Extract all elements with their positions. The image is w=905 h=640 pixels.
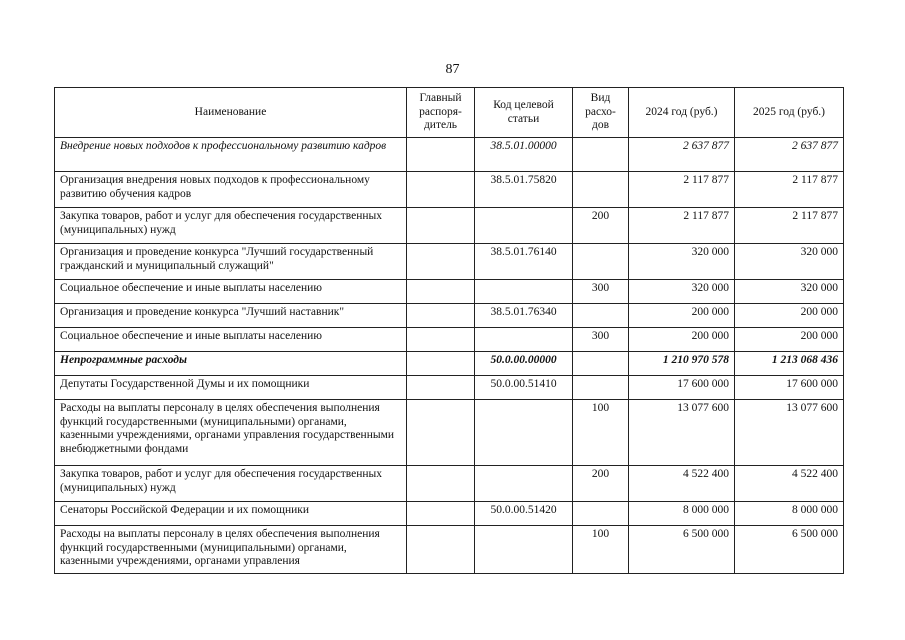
row-code: 38.5.01.76340 <box>475 304 573 328</box>
row-amount-2024: 2 117 877 <box>629 172 735 208</box>
row-name: Организация и проведение конкурса "Лучший наставник" <box>55 304 407 328</box>
row-amount-2025: 6 500 000 <box>735 526 844 574</box>
row-type: 100 <box>573 526 629 574</box>
row-code <box>475 400 573 466</box>
header-type: Вид расхо-дов <box>573 88 629 138</box>
row-amount-2024: 200 000 <box>629 304 735 328</box>
row-code: 50.0.00.51410 <box>475 376 573 400</box>
row-amount-2025: 13 077 600 <box>735 400 844 466</box>
table-row <box>55 172 844 208</box>
row-admin <box>407 304 475 328</box>
table-row <box>55 526 844 574</box>
row-type: 300 <box>573 328 629 352</box>
header-name: Наименование <box>55 88 407 138</box>
header-admin: Главный распоря-дитель <box>407 88 475 138</box>
row-amount-2024: 13 077 600 <box>629 400 735 466</box>
header-2025: 2025 год (руб.) <box>735 88 844 138</box>
row-type <box>573 304 629 328</box>
row-amount-2025: 200 000 <box>735 304 844 328</box>
table-row <box>55 208 844 244</box>
row-admin <box>407 208 475 244</box>
row-admin <box>407 352 475 376</box>
row-name: Сенаторы Российской Федерации и их помощники <box>55 502 407 526</box>
table-row <box>55 352 844 376</box>
row-admin <box>407 138 475 172</box>
row-code: 50.0.00.51420 <box>475 502 573 526</box>
row-amount-2025: 320 000 <box>735 244 844 280</box>
row-name: Социальное обеспечение и иные выплаты населению <box>55 328 407 352</box>
table-row <box>55 304 844 328</box>
row-admin <box>407 280 475 304</box>
row-amount-2024: 6 500 000 <box>629 526 735 574</box>
header-2024: 2024 год (руб.) <box>629 88 735 138</box>
row-code <box>475 280 573 304</box>
table-row <box>55 138 844 172</box>
table-row <box>55 466 844 502</box>
row-amount-2025: 320 000 <box>735 280 844 304</box>
row-type: 200 <box>573 466 629 502</box>
row-code: 38.5.01.76140 <box>475 244 573 280</box>
row-amount-2025: 2 117 877 <box>735 208 844 244</box>
row-admin <box>407 466 475 502</box>
row-name: Социальное обеспечение и иные выплаты населению <box>55 280 407 304</box>
row-amount-2025: 2 637 877 <box>735 138 844 172</box>
row-amount-2024: 2 117 877 <box>629 208 735 244</box>
row-code <box>475 466 573 502</box>
table-row <box>55 280 844 304</box>
row-amount-2024: 320 000 <box>629 280 735 304</box>
table-row <box>55 244 844 280</box>
row-code <box>475 208 573 244</box>
row-amount-2024: 17 600 000 <box>629 376 735 400</box>
row-name: Закупка товаров, работ и услуг для обеспечения государственных (муниципальных) нужд <box>55 208 407 244</box>
row-type <box>573 138 629 172</box>
page-number: 87 <box>445 62 460 77</box>
row-name: Внедрение новых подходов к профессиональному развитию кадров <box>55 138 407 172</box>
table-row <box>55 376 844 400</box>
row-type <box>573 352 629 376</box>
row-amount-2025: 2 117 877 <box>735 172 844 208</box>
row-type: 100 <box>573 400 629 466</box>
row-name: Непрограммные расходы <box>55 352 407 376</box>
row-admin <box>407 172 475 208</box>
row-name: Организация внедрения новых подходов к профессиональному развитию обучения кадров <box>55 172 407 208</box>
row-type: 200 <box>573 208 629 244</box>
table-row <box>55 400 844 466</box>
row-name: Депутаты Государственной Думы и их помощники <box>55 376 407 400</box>
row-amount-2025: 17 600 000 <box>735 376 844 400</box>
row-admin <box>407 400 475 466</box>
row-amount-2025: 4 522 400 <box>735 466 844 502</box>
row-code <box>475 526 573 574</box>
table-body <box>55 138 844 574</box>
budget-table <box>54 87 844 574</box>
row-name: Организация и проведение конкурса "Лучший государственный гражданский и муниципальный служащий" <box>55 244 407 280</box>
table-header-row <box>55 88 844 138</box>
row-amount-2024: 200 000 <box>629 328 735 352</box>
row-amount-2024: 2 637 877 <box>629 138 735 172</box>
row-code: 38.5.01.75820 <box>475 172 573 208</box>
row-amount-2024: 1 210 970 578 <box>629 352 735 376</box>
row-amount-2024: 320 000 <box>629 244 735 280</box>
row-amount-2024: 8 000 000 <box>629 502 735 526</box>
row-code: 38.5.01.00000 <box>475 138 573 172</box>
row-admin <box>407 328 475 352</box>
row-amount-2025: 1 213 068 436 <box>735 352 844 376</box>
row-type <box>573 244 629 280</box>
row-type <box>573 502 629 526</box>
row-name: Закупка товаров, работ и услуг для обеспечения государственных (муниципальных) нужд <box>55 466 407 502</box>
row-code: 50.0.00.00000 <box>475 352 573 376</box>
row-type <box>573 172 629 208</box>
row-admin <box>407 526 475 574</box>
row-type: 300 <box>573 280 629 304</box>
header-code: Код целевой статьи <box>475 88 573 138</box>
row-name: Расходы на выплаты персоналу в целях обеспечения выполнения функций государственными (муниципальными) органами, казенными учреждениями, органами управления <box>55 526 407 574</box>
row-admin <box>407 244 475 280</box>
row-amount-2024: 4 522 400 <box>629 466 735 502</box>
row-code <box>475 328 573 352</box>
row-name: Расходы на выплаты персоналу в целях обеспечения выполнения функций государственными (муниципальными) органами, казенными учреждениями, органами управления государственными внебюджетными фондами <box>55 400 407 466</box>
table-row <box>55 328 844 352</box>
row-admin <box>407 502 475 526</box>
row-type <box>573 376 629 400</box>
row-amount-2025: 200 000 <box>735 328 844 352</box>
row-amount-2025: 8 000 000 <box>735 502 844 526</box>
row-admin <box>407 376 475 400</box>
table-row <box>55 502 844 526</box>
